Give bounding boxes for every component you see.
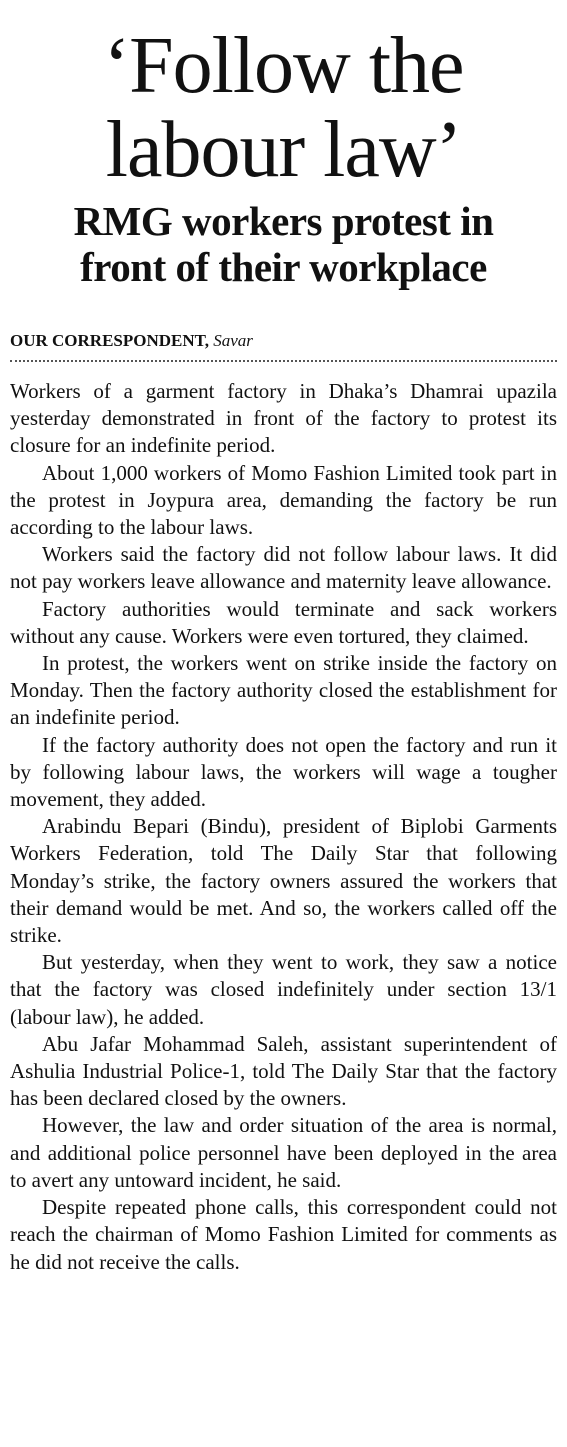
- headline-line-1: ‘Follow the: [103, 22, 464, 110]
- body-paragraph-10: However, the law and order situation of the area is normal, and additional police personnel have been deployed in the area to avert any untoward incident, he said.: [10, 1113, 557, 1192]
- subheadline: [0, 198, 567, 290]
- subheadline-line-1: RMG workers protest in: [73, 198, 494, 244]
- byline: [10, 330, 557, 352]
- headline-line-2: labour law’: [105, 106, 462, 194]
- byline-author: OUR CORRESPONDENT,: [10, 331, 209, 350]
- body-paragraph-7: Arabindu Bepari (Bindu), president of Biplobi Garments Workers Federation, told The Daily Star that following Monday’s strike, the factory owners assured the workers that their demand would be met. And so, the workers called off the strike.: [10, 814, 557, 948]
- dotted-divider: [10, 360, 557, 362]
- headline: [0, 0, 567, 192]
- body-paragraph-3: Workers said the factory did not follow labour laws. It did not pay workers leave allowance and maternity leave allowance.: [10, 542, 557, 594]
- body-paragraph-9: Abu Jafar Mohammad Saleh, assistant superintendent of Ashulia Industrial Police-1, told The Daily Star that the factory has been declared closed by the owners.: [10, 1031, 557, 1111]
- body-paragraph-4: Factory authorities would terminate and sack workers without any cause. Workers were even tortured, they claimed.: [10, 596, 557, 648]
- byline-location: Savar: [213, 331, 253, 350]
- body-paragraph-6: If the factory authority does not open the factory and run it by following labour laws, the workers will wage a tougher movement, they added.: [10, 732, 557, 812]
- subheadline-line-2: front of their workplace: [80, 244, 487, 290]
- article-body: [10, 378, 557, 1276]
- body-paragraph-1: Workers of a garment factory in Dhaka’s Dhamrai upazila yesterday demonstrated in front of the factory to protest its closure for an indefinite period.: [10, 379, 557, 458]
- body-paragraph-2: About 1,000 workers of Momo Fashion Limited took part in the protest in Joypura area, demanding the factory be run according to the labour laws.: [10, 460, 557, 540]
- body-paragraph-8: But yesterday, when they went to work, they saw a notice that the factory was closed indefinitely under section 13/1 (labour law), he added.: [10, 950, 557, 1029]
- body-paragraph-5: In protest, the workers went on strike inside the factory on Monday. Then the factory authority closed the establishment for an indefinite period.: [10, 651, 557, 730]
- body-paragraph-11: Despite repeated phone calls, this correspondent could not reach the chairman of Momo Fashion Limited for comments as he did not receive the calls.: [10, 1195, 557, 1274]
